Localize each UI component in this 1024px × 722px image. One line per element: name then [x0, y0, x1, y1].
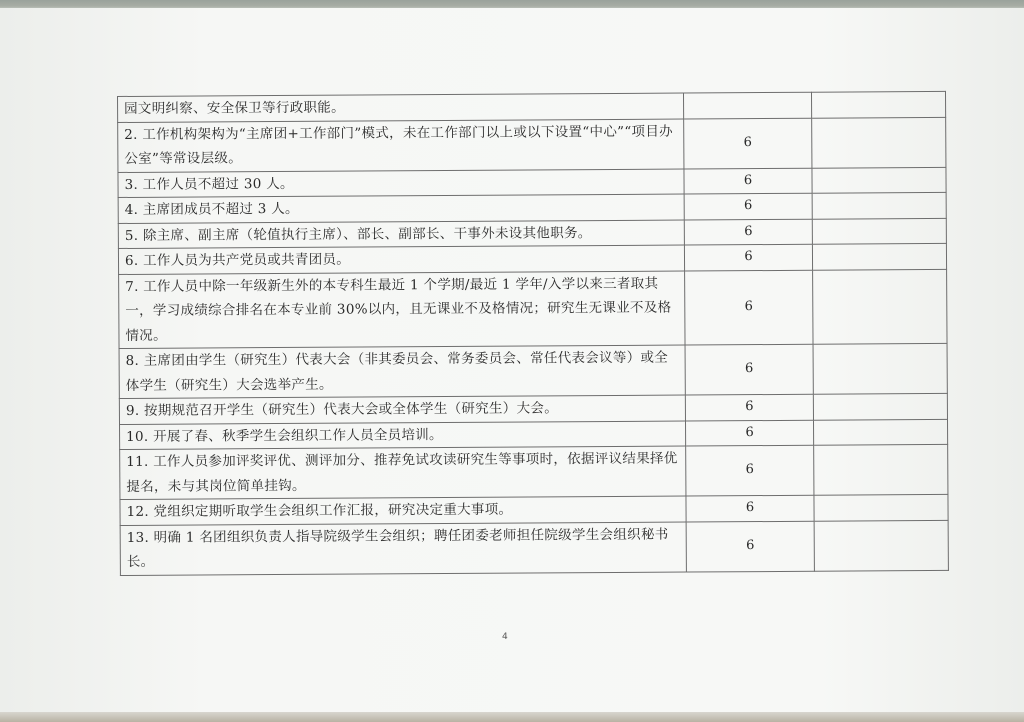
- score-cell: 6: [685, 344, 813, 395]
- score-cell: 6: [686, 445, 814, 496]
- criteria-text: 11. 工作人员参加评奖评优、测评加分、推荐免试攻读研究生等事项时，依据评议结果择优提名，未与其岗位简单挂钩。: [120, 446, 686, 499]
- score-cell: 6: [684, 118, 812, 169]
- criteria-text: 13. 明确 1 名团组织负责人指导院级学生会组织；聘任团委老师担任院级学生会组织秘书长。: [120, 522, 686, 575]
- desk-surface: [0, 712, 1024, 722]
- blank-cell: [812, 218, 946, 244]
- criteria-text: 8. 主席团由学生（研究生）代表大会（非其委员会、常务委员会、常任代表会议等）或全体学生（研究生）大会选举产生。: [119, 345, 685, 398]
- criteria-text: 12. 党组织定期听取学生会组织工作汇报，研究决定重大事项。: [120, 496, 686, 525]
- criteria-text: 10. 开展了春、秋季学生会组织工作人员全员培训。: [120, 421, 686, 450]
- blank-cell: [812, 192, 946, 218]
- blank-cell: [814, 520, 948, 571]
- criteria-text: 园文明纠察、安全保卫等行政职能。: [118, 93, 684, 122]
- blank-cell: [814, 494, 948, 520]
- blank-cell: [813, 269, 947, 344]
- blank-cell: [813, 343, 947, 394]
- criteria-text: 4. 主席团成员不超过 3 人。: [118, 194, 684, 223]
- criteria-text: 6. 工作人员为共产党员或共青团员。: [118, 245, 684, 274]
- score-cell: 6: [684, 219, 812, 245]
- score-cell: 6: [684, 244, 812, 270]
- table-row: [119, 269, 947, 349]
- score-cell: 6: [685, 394, 813, 420]
- page-number: 4: [502, 632, 508, 642]
- blank-cell: [812, 117, 946, 168]
- criteria-table: [117, 91, 949, 576]
- score-cell: 6: [686, 495, 814, 521]
- score-cell: 6: [685, 270, 813, 345]
- table-row: [119, 343, 947, 398]
- table-row: [120, 520, 948, 575]
- blank-cell: [811, 91, 945, 117]
- blank-cell: [814, 444, 948, 495]
- score-cell: 6: [684, 193, 812, 219]
- criteria-text: 9. 按期规范召开学生（研究生）代表大会或全体学生（研究生）大会。: [119, 395, 685, 424]
- criteria-text: 5. 除主席、副主席（轮值执行主席）、部长、副部长、干事外未设其他职务。: [118, 220, 684, 249]
- score-cell: 6: [684, 168, 812, 194]
- criteria-text: 7. 工作人员中除一年级新生外的本专科生最近 1 个学期/最近 1 学年/入学以来三者取其一，学习成绩综合排名在本专业前 30%以内，且无课业不及格情况；研究生无课业不及格情况。: [119, 271, 685, 349]
- score-cell: 6: [685, 420, 813, 446]
- blank-cell: [812, 167, 946, 193]
- criteria-text: 2. 工作机构架构为“主席团+工作部门”模式，未在工作部门以上或以下设置“中心”“项目办公室”等常设层级。: [118, 119, 684, 172]
- blank-cell: [813, 393, 947, 419]
- table-row: [120, 444, 948, 499]
- score-cell: 6: [686, 521, 814, 572]
- score-cell: [683, 92, 811, 118]
- criteria-text: 3. 工作人员不超过 30 人。: [118, 169, 684, 198]
- blank-cell: [812, 243, 946, 269]
- table-row: [118, 117, 946, 172]
- blank-cell: [813, 419, 947, 445]
